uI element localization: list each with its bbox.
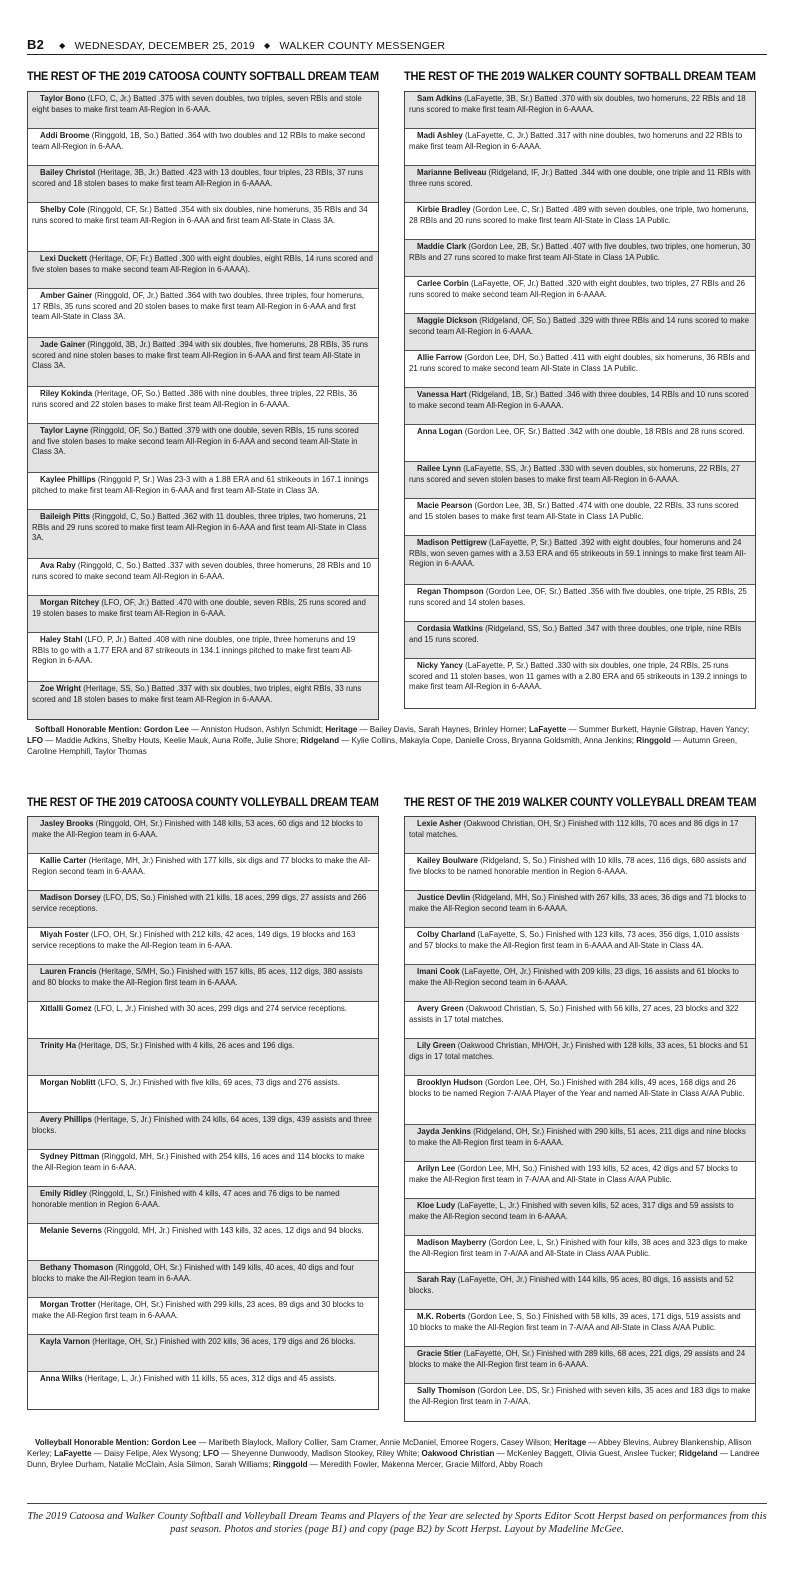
walker-softball-heading: THE REST OF THE 2019 WALKER COUNTY SOFTBALL DREAM TEAM	[404, 69, 756, 83]
player-stats: (Ringgold, L, Sr.) Finished with 4 kills, 47 aces and 76 digs to be named honorable mention in Region 6-AAA.	[32, 1189, 340, 1209]
player-name: Bailey Christol	[40, 168, 96, 177]
dream-team-entry	[405, 536, 755, 585]
team-name: Ridgeland	[300, 735, 340, 745]
player-name: Haley Stahl	[40, 635, 83, 644]
player-stats: (Gordon Lee, L, Sr.) Finished with four kills, 38 aces and 323 digs to make the All-Region first team in 7-A/AA and All-State in Class A/AA Public.	[409, 1238, 748, 1258]
honorable-names: — Summer Burkett, Haynie Gilstrap, Haven Yancy;	[566, 725, 750, 734]
dream-team-entry	[405, 1236, 755, 1273]
dream-team-entry	[28, 203, 378, 252]
player-name: Madison Mayberry	[417, 1238, 487, 1247]
player-stats: (Ringgold, MH, Sr.) Finished with 254 kills, 16 aces and 114 blocks to make the All-Region team in 6-AAA.	[32, 1152, 365, 1172]
player-stats: (Ringgold, 1B, So.) Batted .364 with two doubles and 12 RBIs to make second team All-Region in 6-AAA.	[32, 131, 366, 151]
player-stats: (Heritage, S/MH, So.) Finished with 157 kills, 85 aces, 112 digs, 380 assists and 80 blocks to make the All-Region first team in 6-AAAA.	[32, 967, 363, 987]
honorable-names: — Kylie Collins, Makayla Cope, Danielle Cross, Bryanna Goldsmith, Anna Jenkins;	[339, 735, 634, 745]
player-stats: (LaFayette, P, Sr.) Batted .392 with eight doubles, four homeruns and 24 RBIs, won seven games with a 3.53 ERA and 65 strikeouts in 59.1 innings to make first team All-Region in 6-AAAA.	[409, 538, 746, 569]
team-name: Ridgeland	[678, 1448, 718, 1458]
player-name: Macie Pearson	[417, 501, 473, 510]
player-name: Riley Kokinda	[40, 389, 93, 398]
player-stats: (Heritage, L, Jr.) Finished with 11 kills, 55 aces, 312 digs and 45 assists.	[82, 1374, 337, 1383]
dream-team-entry	[28, 510, 378, 559]
dream-team-entry	[405, 659, 755, 708]
dream-team-entry	[405, 462, 755, 499]
player-stats: (LaFayette, OH, Sr.) Finished with 289 kills, 68 aces, 221 digs, 29 assists and 24 blocks to make the All-Region first team in 6-AAAA.	[409, 1349, 746, 1369]
player-name: Nicky Yancy	[417, 661, 463, 670]
honorable-names: — McKenley Baggett, Olivia Guest, Anslee Tucker;	[494, 1448, 677, 1458]
dream-team-entry	[28, 1076, 378, 1113]
player-stats: (Ringgold, OF, Jr.) Batted .364 with two doubles, three triples, four homeruns, 17 RBIs, 35 runs scored and 20 stolen bases to make first team All-Region in 6-AAA and first team All-State in Class 3A.	[32, 291, 365, 322]
dream-team-entry	[28, 596, 378, 633]
player-name: Lily Green	[417, 1041, 456, 1050]
player-stats: (LaFayette, SS, Jr.) Batted .330 with seven doubles, six homeruns, 22 RBIs, 27 runs scored and seven stolen bases to make first team All-Region in 6-AAAA.	[409, 464, 740, 484]
player-stats: (LaFayette, OH, Jr.) Finished with 209 kills, 23 digs, 16 assists and 61 blocks to make the All-Region second team in 6-AAAA.	[409, 967, 739, 987]
dream-team-entry	[405, 1384, 755, 1421]
player-stats: (LFO, OF, Jr.) Batted .470 with one double, seven RBIs, 25 runs scored and 19 stolen bases to make first team All-Region in 6-AAA.	[32, 598, 366, 618]
team-name: LaFayette	[528, 725, 567, 734]
player-name: Kirbie Bradley	[417, 205, 471, 214]
player-name: Kailey Boulware	[417, 856, 478, 865]
player-name: Morgan Trotter	[40, 1300, 96, 1309]
dream-team-entry	[28, 338, 378, 387]
player-name: M.K. Roberts	[417, 1312, 466, 1321]
dream-team-entry	[405, 388, 755, 425]
player-stats: (Heritage, 3B, Jr.) Batted .423 with 13 doubles, four triples, 23 RBIs, 37 runs scored and 18 stolen bases to make first team All-Region in 6-AAAA.	[32, 168, 364, 188]
player-stats: (Ridgeland, OF, So.) Batted .329 with three RBIs and 14 runs scored to make second team All-Region in 6-AAAA.	[409, 316, 750, 336]
player-name: Madison Pettigrew	[417, 538, 487, 547]
player-name: Amber Gainer	[40, 291, 93, 300]
player-stats: (Heritage, DS, Sr.) Finished with 4 kills, 26 aces and 196 digs.	[75, 1041, 295, 1050]
dream-team-entry	[405, 1199, 755, 1236]
team-name: LaFayette	[54, 1448, 92, 1458]
player-name: Addi Broome	[40, 131, 90, 140]
player-name: Trinity Ha	[40, 1041, 76, 1050]
dream-team-entry	[405, 891, 755, 928]
player-stats: (Ringgold, 3B, Jr.) Batted .394 with six doubles, five homeruns, 28 RBIs, 35 runs scored and nine stolen bases to make first team All-Region in 6-AAA and first team All-State in Class 3A.	[32, 340, 369, 371]
player-stats: (LaFayette, OH, Jr.) Finished with 144 kills, 95 aces, 80 digs, 16 assists and 52 blocks.	[409, 1275, 734, 1295]
dream-team-entry	[405, 1125, 755, 1162]
player-name: Arilyn Lee	[417, 1164, 456, 1173]
player-name: Avery Green	[417, 1004, 464, 1013]
dream-team-entry	[405, 499, 755, 536]
player-stats: (Gordon Lee, S, So.) Finished with 58 kills, 39 aces, 171 digs, 519 assists and 10 blocks to make the All-Region first team in 7-A/AA and All-State in Class A/AA Public.	[409, 1312, 741, 1332]
dream-team-entry	[28, 854, 378, 891]
walker-softball-list	[404, 91, 756, 709]
player-stats: (Ridgeland, SS, So.) Batted .347 with three doubles, one triple, nine RBIs and 15 runs scored.	[409, 624, 742, 644]
player-name: Lexie Asher	[417, 819, 462, 828]
player-name: Kaylee Phillips	[40, 475, 96, 484]
player-stats: (LaFayette, S, So.) Finished with 123 kills, 73 aces, 356 digs, 1,010 assists and 57 blocks to make the All-Region first team in 6-AAAA and All-State in Class 4A.	[409, 930, 740, 950]
player-name: Morgan Noblitt	[40, 1078, 96, 1087]
dream-team-entry	[28, 1002, 378, 1039]
player-stats: (Oakwood Christian, MH/OH, Jr.) Finished with 128 kills, 33 aces, 51 blocks and 51 digs in 17 total matches.	[409, 1041, 749, 1061]
player-stats: (Gordon Lee, OH, So.) Finished with 284 kills, 49 aces, 168 digs and 26 blocks to be named Region 7-A/AA Player of the Year and named All-State in Class A/AA Public.	[409, 1078, 745, 1098]
volleyball-honorable-mention	[27, 1438, 767, 1470]
player-stats: (Ringgold, OH, Sr.) Finished with 149 kills, 40 aces, 40 digs and four blocks to make the All-Region team in 6-AAA.	[32, 1263, 355, 1283]
catoosa-volleyball-heading: THE REST OF THE 2019 CATOOSA COUNTY VOLLEYBALL DREAM TEAM	[27, 795, 379, 809]
team-name: Heritage	[325, 725, 358, 734]
player-stats: (Gordon Lee, OF, Sr.) Batted .356 with five doubles, one triple, 25 RBIs, 25 runs scored and 14 stolen bases.	[409, 587, 747, 607]
dream-team-entry	[405, 1347, 755, 1384]
player-name: Allie Farrow	[417, 353, 463, 362]
player-name: Anna Logan	[417, 427, 463, 436]
dream-team-entry	[405, 965, 755, 1002]
player-name: Maggie Dickson	[417, 316, 478, 325]
player-name: Ava Raby	[40, 561, 76, 570]
honorable-names: — Sheyenne Dunwoody, Madison Stookey, Riley White;	[219, 1448, 420, 1458]
dream-team-entry	[28, 129, 378, 166]
player-name: Baileigh Pitts	[40, 512, 90, 521]
player-name: Marianne Beliveau	[417, 168, 487, 177]
dream-team-entry	[28, 473, 378, 510]
player-stats: (Heritage, MH, Jr.) Finished with 177 kills, six digs and 77 blocks to make the All-Region second team in 6-AAAA.	[32, 856, 371, 876]
honorable-mention-label: Volleyball Honorable Mention:	[35, 1438, 150, 1447]
player-stats: (Gordon Lee, 3B, Sr.) Batted .474 with one double, 22 RBIs, 33 runs scored and 15 stolen bases to make first team All-State in Class 1A Public.	[409, 501, 739, 521]
player-stats: (Gordon Lee, 2B, Sr.) Batted .407 with five doubles, two triples, one homerun, 30 RBIs and 27 runs scored to make first team All-State in Class 1A Public.	[409, 242, 751, 262]
dream-team-entry	[28, 1261, 378, 1298]
player-stats: (LFO, S, Jr.) Finished with five kills, 69 aces, 73 digs and 276 assists.	[95, 1078, 340, 1087]
honorable-names: — Maribeth Blaylock, Mallory Collier, Sam Cramer, Annie McDaniel, Emoree Rogers, Casey Wilson;	[196, 1438, 552, 1447]
team-name: Ringgold	[636, 735, 671, 745]
player-stats: (Gordon Lee, DH, So.) Batted .411 with eight doubles, six homeruns, 36 RBIs and 21 runs scored to make second team All-State in Class 1A Public.	[409, 353, 750, 373]
page-number: B2	[27, 37, 45, 52]
dream-team-entry	[28, 252, 378, 289]
team-name: Ringgold	[272, 1459, 308, 1469]
player-name: Taylor Bono	[40, 94, 86, 103]
header-rule	[27, 54, 767, 55]
dream-team-entry	[405, 1039, 755, 1076]
team-name: Heritage	[554, 1438, 587, 1447]
dream-team-entry	[28, 682, 378, 719]
dream-team-entry	[405, 1162, 755, 1199]
dream-team-entry	[28, 559, 378, 596]
player-stats: (Ridgeland, 1B, Sr.) Batted .346 with three doubles, 14 RBIs and 10 runs scored to make second team All-Region in 6-AAAA.	[409, 390, 749, 410]
honorable-names: — Autumn Green, Caroline Hemphill, Taylor Thomas	[27, 735, 738, 756]
player-stats: (Gordon Lee, OF, Sr.) Batted .342 with one double, 18 RBIs and 28 runs scored.	[462, 427, 745, 436]
dream-team-entry	[28, 92, 378, 129]
dream-team-entry	[28, 1298, 378, 1335]
player-stats: (LaFayette, 3B, Sr.) Batted .370 with six doubles, two homeruns, 22 RBIs and 18 runs scored to make first team All-Region in 6-AAAA.	[409, 94, 746, 114]
player-name: Kayla Varnon	[40, 1337, 90, 1346]
issue-date: WEDNESDAY, DECEMBER 25, 2019	[74, 40, 255, 52]
player-name: Madison Dorsey	[40, 893, 101, 902]
dream-team-entry	[405, 425, 755, 462]
honorable-names: — Meredith Fowler, Makenna Mercer, Gracie Milford, Abby Roach	[307, 1459, 543, 1469]
dream-team-entry	[405, 622, 755, 659]
player-stats: (LFO, DS, So.) Finished with 21 kills, 18 aces, 299 digs, 27 assists and 266 service receptions.	[32, 893, 367, 913]
player-name: Taylor Layne	[40, 426, 89, 435]
dream-team-entry	[28, 166, 378, 203]
player-name: Railee Lynn	[417, 464, 461, 473]
dream-team-entry	[28, 1187, 378, 1224]
dream-team-entry	[405, 240, 755, 277]
dream-team-entry	[405, 1076, 755, 1125]
dream-team-entry	[405, 1002, 755, 1039]
dream-team-entry	[28, 1372, 378, 1409]
player-name: Justice Devlin	[417, 893, 471, 902]
player-name: Jayda Jenkins	[417, 1127, 471, 1136]
player-name: Melanie Severns	[40, 1226, 102, 1235]
honorable-names: — Bailey Davis, Sarah Haynes, Brinley Horner;	[357, 725, 527, 734]
player-name: Brooklyn Hudson	[417, 1078, 483, 1087]
catoosa-volleyball-list	[27, 816, 379, 1410]
dream-team-entry	[28, 1224, 378, 1261]
dream-team-entry	[405, 1310, 755, 1347]
dream-team-entry	[405, 129, 755, 166]
dream-team-entry	[28, 1150, 378, 1187]
dream-team-entry	[28, 817, 378, 854]
player-stats: (Ridgeland, OH, Sr.) Finished with 290 kills, 51 aces, 211 digs and nine blocks to make the All-Region first team in 6-AAAA.	[409, 1127, 746, 1147]
catoosa-softball-heading: THE REST OF THE 2019 CATOOSA COUNTY SOFTBALL DREAM TEAM	[27, 69, 379, 83]
player-stats: (Heritage, SS, So.) Batted .337 with six doubles, two triples, eight RBIs, 33 runs scored and 18 stolen bases to make first team All-Region in 6-AAAA.	[32, 684, 362, 704]
softball-honorable-mention	[27, 725, 767, 757]
team-name: Gordon Lee	[143, 725, 189, 734]
dream-team-entry	[28, 891, 378, 928]
player-name: Lauren Francis	[40, 967, 97, 976]
player-stats: (Ringgold, MH, Jr.) Finished with 143 kills, 32 aces, 12 digs and 94 blocks.	[101, 1226, 364, 1235]
player-name: Sarah Ray	[417, 1275, 456, 1284]
team-name: LFO	[203, 1448, 220, 1458]
honorable-mention-label: Softball Honorable Mention:	[35, 725, 142, 734]
player-name: Jade Gainer	[40, 340, 86, 349]
dream-team-entry	[405, 314, 755, 351]
dream-team-entry	[28, 387, 378, 424]
player-stats: (LaFayette, C, Jr.) Batted .317 with nine doubles, two homeruns and 22 RBIs to make first team All-Region in 6-AAAA.	[409, 131, 743, 151]
player-name: Avery Phillips	[40, 1115, 92, 1124]
player-name: Morgan Ritchey	[40, 598, 100, 607]
player-name: Sydney Pittman	[40, 1152, 100, 1161]
dream-team-entry	[405, 1273, 755, 1310]
player-stats: (LaFayette, OF, Jr.) Batted .320 with eight doubles, two triples, 27 RBIs and 26 runs scored to make second team All-Region in 6-AAAA.	[409, 279, 746, 299]
dream-team-entry	[405, 928, 755, 965]
team-name: Oakwood Christian	[421, 1448, 495, 1458]
player-stats: (LFO, C, Jr.) Batted .375 with seven doubles, two triples, seven RBIs and stole eight bases to make first team All-Region in 6-AAA.	[32, 94, 362, 114]
player-stats: (Ringgold, C, So.) Batted .362 with 11 doubles, three triples, two homeruns, 21 RBIs and 29 runs scored to make first team All-Region in 6-AAA and first team All-State in Class 3A.	[32, 512, 367, 543]
honorable-names: — Daisy Felipe, Alex Wysong;	[91, 1448, 201, 1458]
player-stats: (Gordon Lee, DS, Sr.) Finished with seven kills, 35 aces and 183 digs to make the All-Region first team in 7-A/AA.	[409, 1386, 751, 1406]
player-stats: (Oakwood Christian, OH, Sr.) Finished with 112 kills, 70 aces and 86 digs in 17 total matches.	[409, 819, 739, 839]
player-name: Cordasia Watkins	[417, 624, 483, 633]
dream-team-entry	[405, 585, 755, 622]
dream-team-entry	[405, 166, 755, 203]
player-stats: (Oakwood Christian, S, So.) Finished with 56 kills, 27 aces, 23 blocks and 322 assists in 17 total matches.	[409, 1004, 739, 1024]
dream-team-entry	[28, 289, 378, 338]
player-name: Bethany Thomason	[40, 1263, 114, 1272]
team-name: LFO	[27, 735, 43, 745]
player-stats: (LFO, P, Jr.) Batted .408 with nine doubles, one triple, three homeruns and 19 RBIs to go with a 1.77 ERA and 87 strikeouts in 134.1 innings pitched to make first team All-Region in 6-AAA.	[32, 635, 356, 666]
honorable-names: — Abbey Blevins, Aubrey Blankenship, Allison Kerley;	[27, 1438, 752, 1458]
player-name: Miyah Foster	[40, 930, 89, 939]
player-name: Maddie Clark	[417, 242, 467, 251]
player-name: Madi Ashley	[417, 131, 463, 140]
dream-team-entry	[28, 928, 378, 965]
player-stats: (LaFayette, L, Jr.) Finished with seven kills, 52 aces, 317 digs and 59 assists to make the All-Region second team in 6-AAAA.	[409, 1201, 734, 1221]
player-stats: (Heritage, OH, Sr.) Finished with 299 kills, 23 aces, 89 digs and 30 blocks to make the All-Region first team in 6-AAAA.	[32, 1300, 364, 1320]
player-name: Xitlalli Gomez	[40, 1004, 92, 1013]
dream-team-entry	[405, 854, 755, 891]
player-stats: (Ridgeland, MH, So.) Finished with 267 kills, 33 aces, 36 digs and 71 blocks to make the All-Region second team in 6-AAAA.	[409, 893, 747, 913]
player-stats: (Heritage, S, Jr.) Finished with 24 kills, 64 aces, 139 digs, 439 assists and three blocks.	[32, 1115, 372, 1135]
player-name: Zoe Wright	[40, 684, 82, 693]
player-name: Anna Wilks	[40, 1374, 83, 1383]
page-folio	[27, 37, 767, 52]
credits-note: The 2019 Catoosa and Walker County Softball and Volleyball Dream Teams and Players of the Year are selected by Sports Editor Scott Herpst based on performances from this past season. Photos and stories (page B1) and copy (page B2) by Scott Herpst. Layout by Madeline McGee.	[27, 1511, 767, 1535]
diamond-icon: ◆	[59, 41, 66, 50]
honorable-names: — Maddie Adkins, Shelby Houts, Keelie Mauk, Auna Rolfe, Julie Shore;	[43, 735, 299, 745]
dream-team-entry	[28, 424, 378, 473]
newspaper-name: WALKER COUNTY MESSENGER	[279, 40, 446, 52]
player-name: Sam Adkins	[417, 94, 462, 103]
player-stats: (Heritage, OF, Fr.) Batted .300 with eight doubles, eight RBIs, 14 runs scored and five stolen bases to make second team All-Region in 6-AAAA).	[32, 254, 373, 274]
player-name: Regan Thompson	[417, 587, 484, 596]
player-name: Shelby Cole	[40, 205, 86, 214]
catoosa-softball-list	[27, 91, 379, 720]
player-stats: (Gordon Lee, C, Sr.) Batted .489 with seven doubles, one triple, two homeruns, 28 RBIs and 20 runs scored to make first team All-State in Class 1A Public.	[409, 205, 749, 225]
player-stats: (Ringgold P, Sr.) Was 23-3 with a 1.88 ERA and 61 strikeouts in 167.1 innings pitched to make first team All-Region in 6-AAA and first team All-State in Class 3A.	[32, 475, 369, 495]
diamond-icon: ◆	[264, 41, 271, 50]
dream-team-entry	[28, 1335, 378, 1372]
player-name: Kallie Carter	[40, 856, 87, 865]
player-stats: (LaFayette, P, Sr.) Batted .330 with six doubles, one triple, 24 RBIs, 25 runs scored and 11 stolen bases, won 11 games with a 2.80 ERA and 65 strikeouts in 139.2 innings to make first team All-Region in 6-AAAA.	[409, 661, 747, 692]
player-stats: (Ridgeland, IF, Jr.) Batted .344 with one double, one triple and 11 RBIs with three runs scored.	[409, 168, 751, 188]
honorable-names: — Landree Dunn, Brylee Durham, Natalie McClain, Asia Silmon, Sarah Williams;	[27, 1448, 760, 1469]
player-name: Jasley Brooks	[40, 819, 94, 828]
player-stats: (LFO, OH, Sr.) Finished with 212 kills, 42 aces, 149 digs, 19 blocks and 163 service receptions to make the All-Region team in 6-AAA.	[32, 930, 356, 950]
dream-team-entry	[405, 351, 755, 388]
player-stats: (Ringgold, OF, So.) Batted .379 with one double, seven RBIs, 15 runs scored and five stolen bases to make second team All-Region in 6-AAA and second team All-State in Class 3A.	[32, 426, 359, 457]
player-stats: (Ridgeland, S, So.) Finished with 10 kills, 78 aces, 116 digs, 680 assists and five blocks to be named honorable mention in Region 6-AAAA.	[409, 856, 747, 876]
player-name: Emily Ridley	[40, 1189, 87, 1198]
player-name: Imani Cook	[417, 967, 460, 976]
player-stats: (Ringgold, OH, Sr.) Finished with 148 kills, 53 aces, 60 digs and 12 blocks to make the All-Region team in 6-AAA.	[32, 819, 363, 839]
player-name: Kloe Ludy	[417, 1201, 456, 1210]
footer-rule	[27, 1503, 767, 1504]
player-stats: (LFO, L, Jr.) Finished with 30 aces, 299 digs and 274 service receptions.	[91, 1004, 348, 1013]
player-name: Colby Charland	[417, 930, 476, 939]
dream-team-entry	[405, 203, 755, 240]
player-stats: (Heritage, OH, Sr.) Finished with 202 kills, 36 aces, 179 digs and 26 blocks.	[90, 1337, 356, 1346]
player-stats: (Ringgold, CF, Sr.) Batted .354 with six doubles, nine homeruns, 35 RBIs and 34 runs scored to make first team All-Region in 6-AAA and first team All-State in Class 3A.	[32, 205, 368, 225]
honorable-names: — Anniston Hudson, Ashlyn Schmidt;	[188, 725, 324, 734]
team-name: Gordon Lee	[151, 1438, 197, 1447]
dream-team-entry	[405, 92, 755, 129]
player-stats: (Gordon Lee, MH, So.) Finished with 193 kills, 52 aces, 42 digs and 57 blocks to make the All-Region first team in 7-A/AA and All-State in Class A/AA Public.	[409, 1164, 738, 1184]
dream-team-entry	[28, 633, 378, 682]
player-name: Sally Thomison	[417, 1386, 476, 1395]
player-name: Lexi Duckett	[40, 254, 87, 263]
dream-team-entry	[405, 277, 755, 314]
dream-team-entry	[28, 1039, 378, 1076]
player-name: Vanessa Hart	[417, 390, 467, 399]
player-name: Carlee Corbin	[417, 279, 469, 288]
player-stats: (Heritage, OF, So.) Batted .386 with nine doubles, three triples, 22 RBIs, 36 runs scored and 22 stolen bases to make first team All-Region in 6-AAAA.	[32, 389, 358, 409]
walker-volleyball-heading: THE REST OF THE 2019 WALKER COUNTY VOLLEYBALL DREAM TEAM	[404, 795, 757, 809]
dream-team-entry	[28, 965, 378, 1002]
dream-team-entry	[405, 817, 755, 854]
walker-volleyball-list	[404, 816, 756, 1422]
player-name: Gracie Stier	[417, 1349, 462, 1358]
player-stats: (Ringgold, C, So.) Batted .337 with seven doubles, three homeruns, 28 RBIs and 10 runs scored to make second team All-Region in 6-AAA.	[32, 561, 371, 581]
dream-team-entry	[28, 1113, 378, 1150]
